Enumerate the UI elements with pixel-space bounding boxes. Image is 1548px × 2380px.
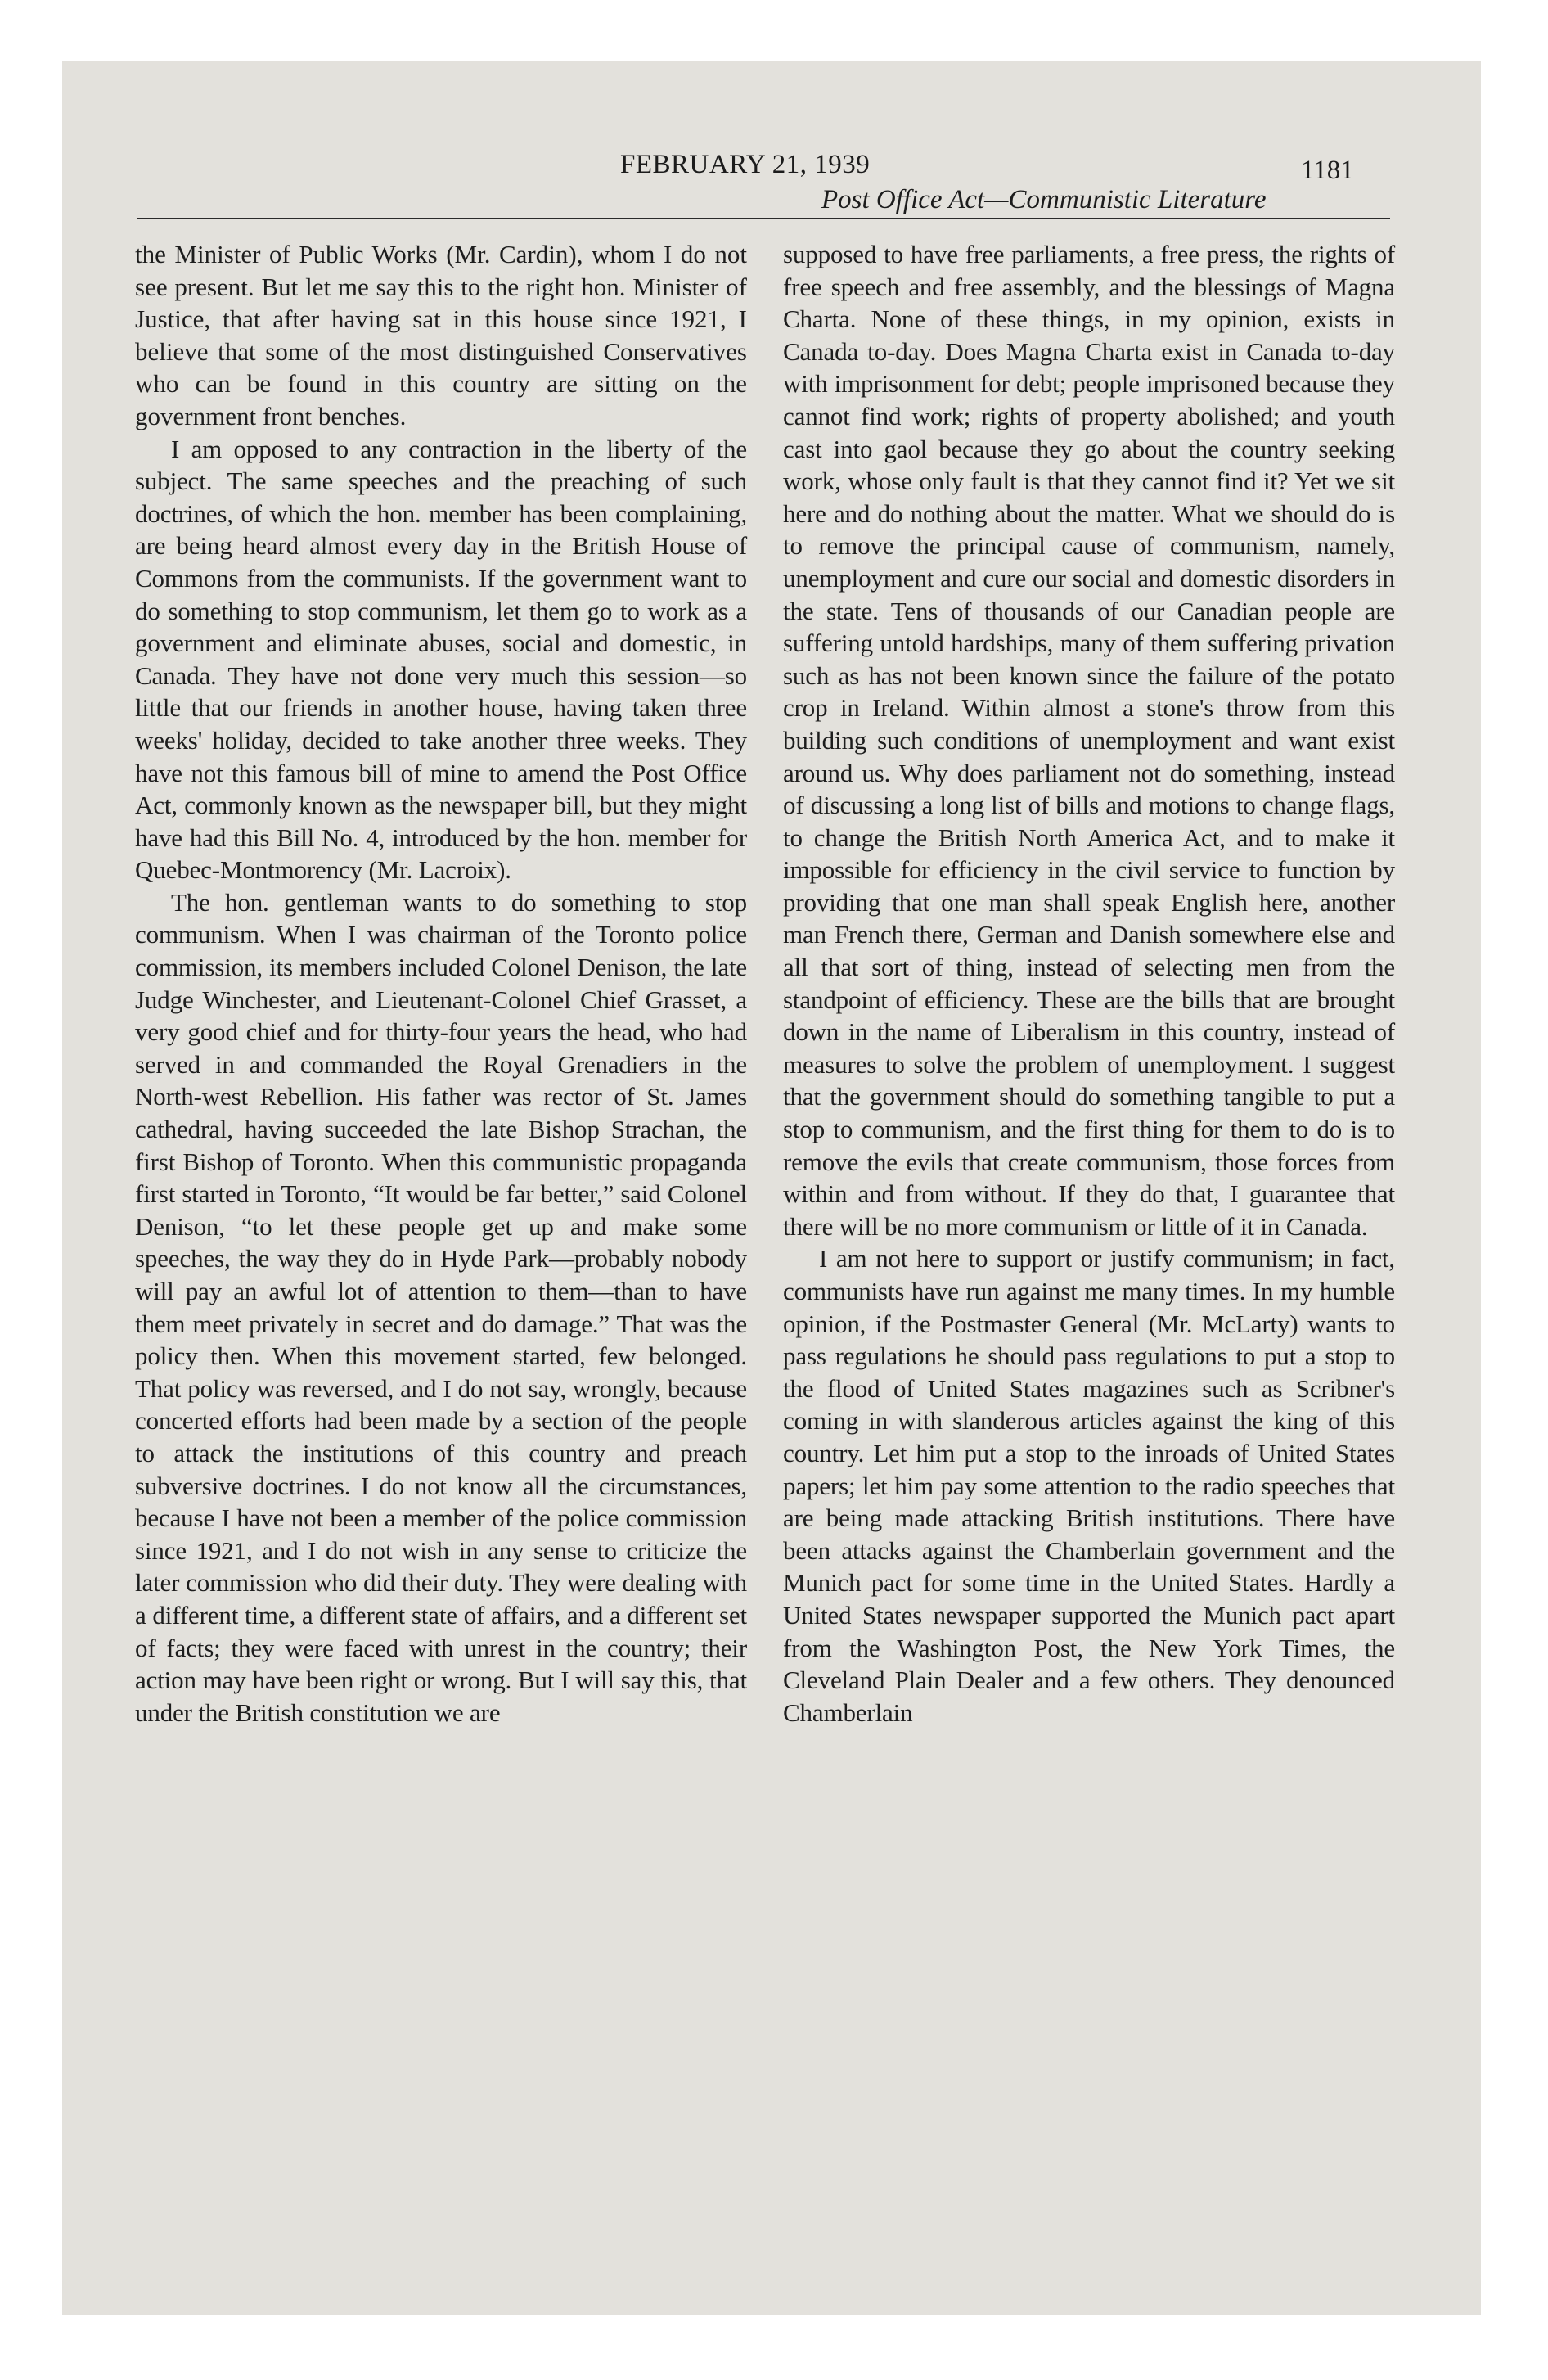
header-date: FEBRUARY 21, 1939 [620, 150, 871, 179]
right-column [783, 238, 1395, 1729]
paragraph: The hon. gentleman wants to do something to stop communism. When I was chairman of the Toronto police commission, its members included Colonel Denison, the late Judge Winchester, and Lieutenant-Colonel Chief Grasset, a very good chief and for thirty-four years the head, who had served in and commanded the Royal Grenadiers in the North-west Rebellion. His father was rector of St. James cathedral, having succeeded the late Bishop Strachan, the first Bishop of Toronto. When this communistic propaganda first started in Toronto, “It would be far better,” said Colonel Denison, “to let these people get up and make some speeches, the way they do in Hyde Park—probably nobody will pay an awful lot of attention to them—than to have them meet privately in secret and do damage.” That was the policy then. When this movement started, few belonged. That policy was reversed, and I do not say, wrongly, because concerted efforts had been made by a section of the people to attack the institutions of this country and preach subversive doctrines. I do not know all the circumstances, because I have not been a member of the police commission since 1921, and I do not wish in any sense to criticize the later commission who did their duty. They were dealing with a different time, a different state of affairs, and a different set of facts; they were faced with unrest in the country; their action may have been right or wrong. But I will say this, that under the British constitution we are [135, 887, 747, 1727]
left-column [135, 238, 747, 1729]
paragraph: I am not here to support or justify communism; in fact, communists have run against me many times. In my humble opinion, if the Postmaster General (Mr. McLarty) wants to pass regulations he should pass regulations to put a stop to the flood of United States magazines such as Scribner's coming in with slanderous articles against the king of this country. Let him put a stop to the inroads of United States papers; let him pay some attention to the radio speeches that are being made attacking British institutions. There have been attacks against the Chamberlain government and the Munich pact for some time in the United States. Hardly a United States newspaper supported the Munich pact apart from the Washington Post, the New York Times, the Cleveland Plain Dealer and a few others. They denounced Chamberlain [783, 1244, 1395, 1727]
page-number: 1181 [1301, 156, 1354, 185]
header-rule [137, 218, 1390, 219]
paragraph: supposed to have free parliaments, a free press, the rights of free speech and free assembly, and the blessings of Magna Charta. None of these things, in my opinion, exists in Canada to-day. Does Magna Charta exist in Canada to-day with imprisonment for debt; people imprisoned because they cannot find work; rights of property abolished; and youth cast into gaol because they go about the country seeking work, whose only fault is that they cannot find it? Yet we sit here and do nothing about the matter. What we should do is to remove the principal cause of communism, namely, unemployment and cure our social and domestic disorders in the state. Tens of thousands of our Canadian people are suffering untold hardships, many of them suffering privation such as has not been known since the failure of the potato crop in Ireland. Within almost a stone's throw from this building such conditions of unemployment and want exist around us. Why does parliament not do something, instead of discussing a long list of bills and motions to change flags, to change the British North America Act, and to make it impossible for efficiency in the civil service to function by providing that one man shall speak English here, another man French there, German and Danish somewhere else and all that sort of thing, instead of selecting men from the standpoint of efficiency. These are the bills that are brought down in the name of Liberalism in this country, instead of measures to solve the problem of unemployment. I suggest that the government should do something tangible to put a stop to communism, and the first thing for them to do is to remove the evils that create communism, those forces from within and from without. If they do that, I guarantee that there will be no more communism or little of it in Canada. [783, 240, 1395, 1241]
paragraph: the Minister of Public Works (Mr. Cardin), whom I do not see present. But let me say this to the right hon. Minister of Justice, that after having sat in this house since 1921, I believe that some of the most distinguished Conservatives who can be found in this country are sitting on the government front benches. [135, 240, 747, 430]
paragraph: I am opposed to any contraction in the liberty of the subject. The same speeches and the preaching of such doctrines, of which the hon. member has been complaining, are being heard almost every day in the British House of Commons from the communists. If the government want to do something to stop communism, let them go to work as a government and eliminate abuses, social and domestic, in Canada. They have not done very much this session—so little that our friends in another house, having taken three weeks' holiday, decided to take another three weeks. They have not this famous bill of mine to amend the Post Office Act, commonly known as the newspaper bill, but they might have had this Bill No. 4, introduced by the hon. member for Quebec-Montmorency (Mr. Lacroix). [135, 434, 747, 885]
header-subject: Post Office Act—Communistic Literature [821, 185, 1267, 214]
